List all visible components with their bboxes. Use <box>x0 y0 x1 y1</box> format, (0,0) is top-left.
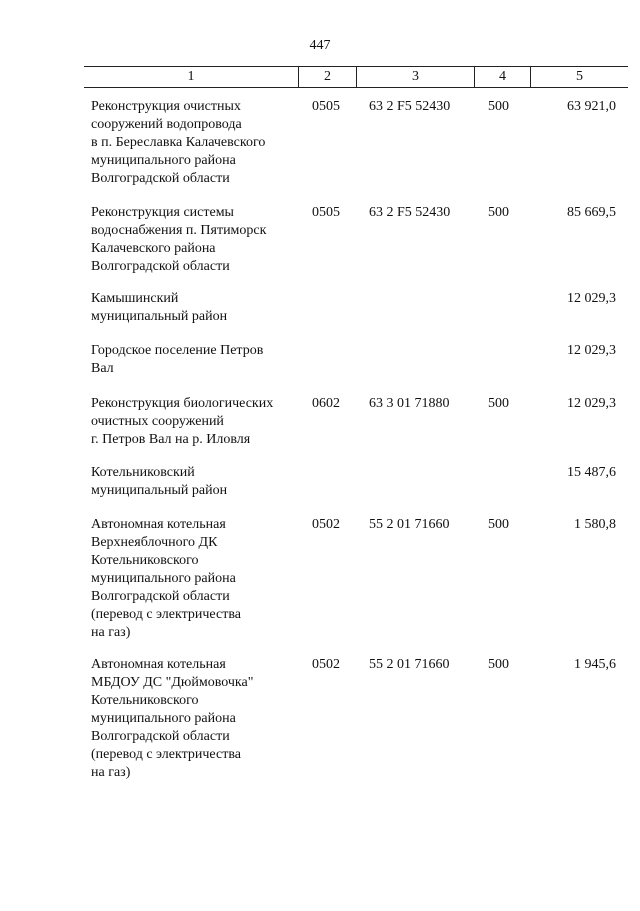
page-number: 447 <box>309 38 331 53</box>
header-col-2: 2 <box>298 67 356 87</box>
row-amount: 85 669,5 <box>567 205 616 220</box>
row-target: 63 3 01 71880 <box>369 396 450 411</box>
row-amount: 15 487,6 <box>567 465 616 480</box>
row-name: Котельниковский муниципальный район <box>91 465 228 498</box>
row-name: Автономная котельная МБДОУ ДС "Дюймовочка" Котельниковского муниципального района Волгоградской области (перевод с электричества на газ) <box>91 657 254 780</box>
row-amount: 63 921,0 <box>567 99 616 114</box>
row-type: 500 <box>488 99 509 114</box>
row-section: 0502 <box>312 657 340 672</box>
header-col-1: 1 <box>187 69 195 84</box>
row-name: Городское поселение Петров Вал <box>91 343 264 376</box>
row-name: Автономная котельная Верхнеяблочного ДК Котельниковского муниципального района Волгоградской области (перевод с электричества на газ) <box>91 517 241 640</box>
row-target: 55 2 01 71660 <box>369 517 450 532</box>
row-name: Реконструкция очистных сооружений водопровода в п. Береславка Калачевского муниципального района Волгоградской области <box>91 99 266 186</box>
table-header <box>84 66 628 88</box>
header-col-5: 5 <box>530 67 628 87</box>
header-col-3: 3 <box>356 67 474 87</box>
row-type: 500 <box>488 657 509 672</box>
row-section: 0502 <box>312 517 340 532</box>
row-amount: 12 029,3 <box>567 291 616 306</box>
row-type: 500 <box>488 517 509 532</box>
row-name: Реконструкция биологических очистных сооружений г. Петров Вал на р. Иловля <box>91 396 274 447</box>
row-section: 0505 <box>312 205 340 220</box>
row-name: Камышинский муниципальный район <box>91 291 228 324</box>
row-target: 63 2 F5 52430 <box>369 205 451 220</box>
row-amount: 1 945,6 <box>574 657 616 672</box>
row-type: 500 <box>488 205 509 220</box>
row-amount: 12 029,3 <box>567 343 616 358</box>
row-type: 500 <box>488 396 509 411</box>
row-amount: 1 580,8 <box>574 517 616 532</box>
row-amount: 12 029,3 <box>567 396 616 411</box>
row-target: 63 2 F5 52430 <box>369 99 451 114</box>
header-col-4: 4 <box>474 67 530 87</box>
row-section: 0505 <box>312 99 340 114</box>
row-section: 0602 <box>312 396 340 411</box>
row-name: Реконструкция системы водоснабжения п. Пятиморск Калачевского района Волгоградской области <box>91 205 267 274</box>
row-target: 55 2 01 71660 <box>369 657 450 672</box>
